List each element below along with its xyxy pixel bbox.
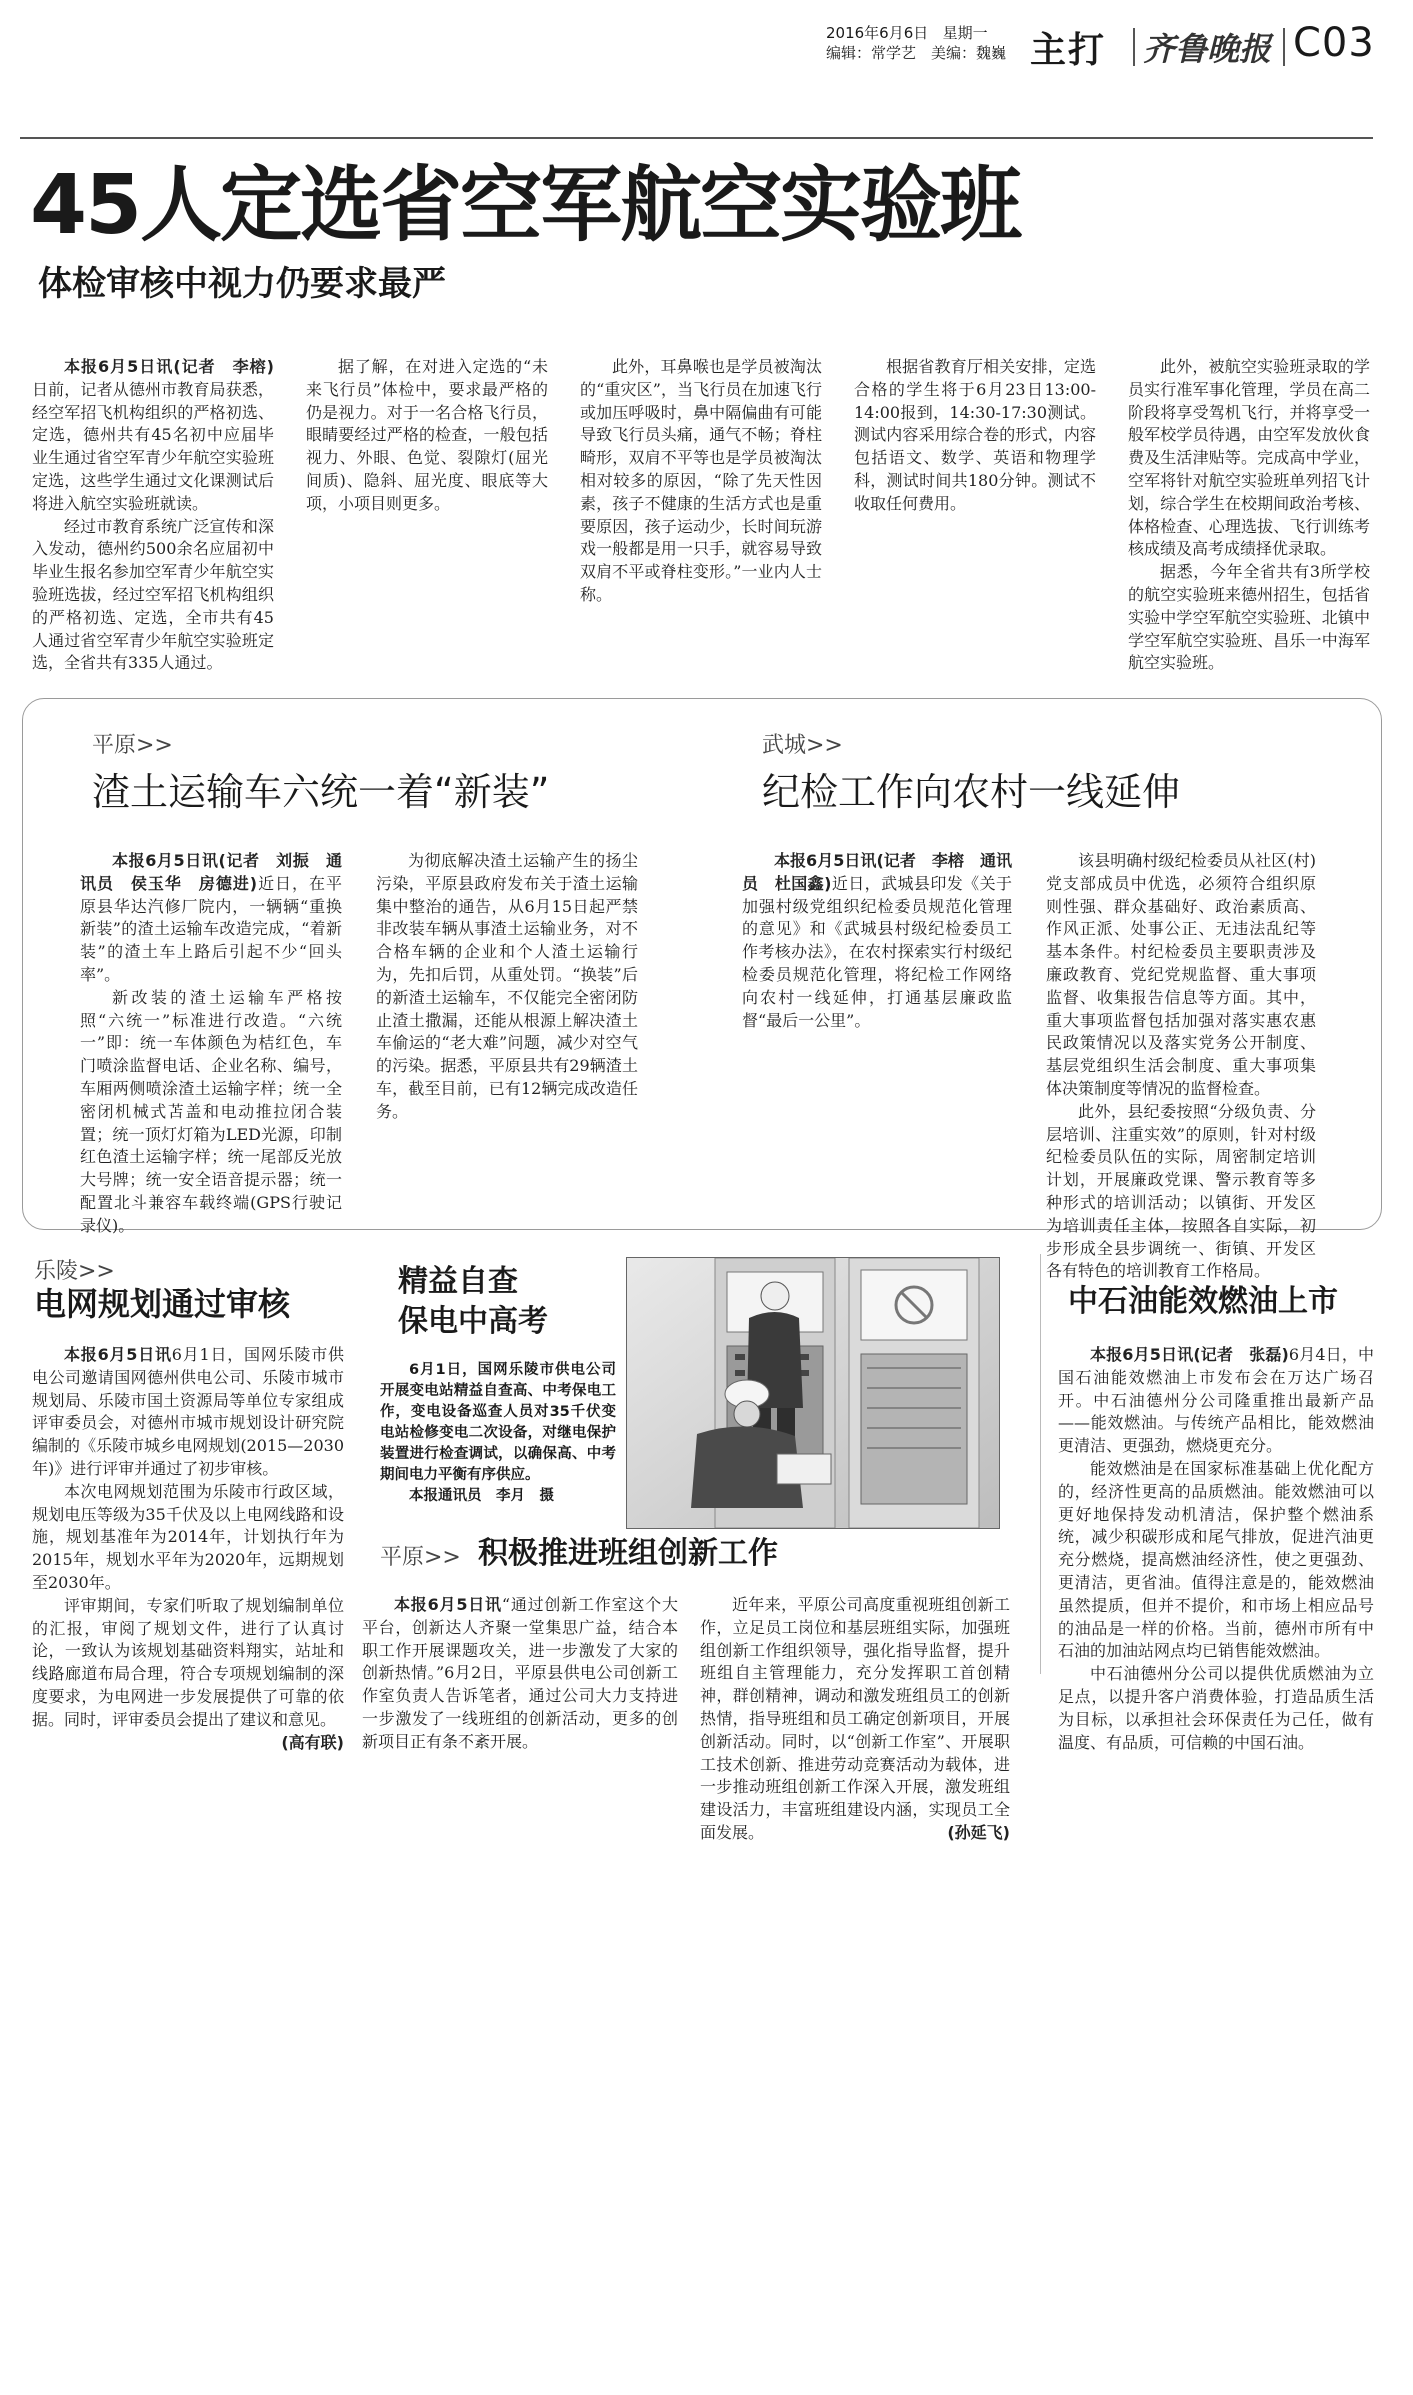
leling-para-3: 评审期间，专家们听取了规划编制单位的汇报，审阅了规划文件，进行了认真讨论，一致认为该规划基础资料翔实，站址和线路廊道布局合理，符合专项规划编制的深度要求，为电网进一步发展提供了可靠的依据。同时，评审委员会提出了建议和意见。 [32,1595,344,1729]
lead-para-4: 此外，耳鼻喉也是学员被淘汰的“重灾区”，当飞行员在加速飞行或加压呼吸时，鼻中隔偏曲有可能导致飞行员头痛，通气不畅；脊柱畸形，双肩不平等也是学员被淘汰相对较多的原因，“除了先天性因素，孩子不健康的生活方式也是重要原因，孩子运动少，长时间玩游戏一般都是用一只手，就容易导致双肩不平或脊柱变形。”一业内人士称。 [580,357,822,604]
substation-photo-image [627,1258,999,1528]
lead-col-5 [1128,356,1370,675]
innovation-byline: (孙延飞) [947,1822,1010,1842]
lead-para-5: 根据省教育厅相关安排，定选合格的学生将于6月23日13:00-14:00报到，14:30-17:30测试。测试内容采用综合卷的形式，内容包括语文、数学、英语和物理学科，测试时间共180分钟。测试不收取任何费用。 [854,357,1096,513]
pingyuan-col-1 [80,850,342,1238]
header-rule [20,137,1373,139]
leling-label: 乐陵>> [34,1259,115,1284]
lead-subhead: 体检审核中视力仍要求最严 [38,264,446,304]
innovation-para-2: 近年来，平原公司高度重视班组创新工作，立足员工岗位和基层班组实际，加强班组创新工作组织领导，强化指导监督，提升班组自主管理能力，充分发挥职工首创精神，群创精神，调动和激发班组员工的创新热情，指导班组和员工确定创新项目，开展创新活动。同时，以“创新工作室”、开展职工技术创新、推进劳动竞赛活动为载体，进一步推动班组创新工作深入开展，激发班组建设活力，丰富班组建设内涵，实现员工全面发展。 [700,1595,1010,1842]
photo-caption [380,1360,616,1507]
pingyuan-para-1: 近日，在平原县华达汽修厂院内，一辆辆“重换新装”的渣土运输车改造完成，“着新装”的渣土车上路后引起不少“回头率”。 [80,873,342,984]
leling-headline: 电网规划通过审核 [34,1285,291,1323]
pingyuan-para-2: 新改装的渣土运输车严格按照“六统一”标准进行改造。“六统一”即：统一车体颜色为桔红色，车门喷涂监督电话、企业名称、编号，车厢两侧喷涂渣土运输字样；统一全密闭机械式苫盖和电动推拉闭合装置；统一顶灯灯箱为LED光源，印制红色渣土运输字样；统一尾部反光放大号牌；统一安全语音提示器；统一配置北斗兼容车载终端(GPS行驶记录仪)。 [80,987,342,1235]
header-divider-1 [1133,28,1135,66]
photo-caption-text: 6月1日，国网乐陵市供电公司开展变电站精益自查高、中考保电工作，变电设备巡查人员对35千伏变电站检修变电二次设备，对继电保护装置进行检查调试，以确保高、中考期间电力平衡有序供应。 [380,1362,616,1483]
photo-headline-line1: 精益自查 [398,1264,518,1299]
leling-para-1: 6月1日，国网乐陵市供电公司邀请国网德州供电公司、乐陵市城市规划局、乐陵市国土资源局等单位专家组成评审委员会，对德州市城市规划设计研究院编制的《乐陵市城乡电网规划(2015—2030年)》进行评审并通过了初步审核。 [32,1345,344,1478]
petrochina-para-2: 能效燃油是在国家标准基础上优化配方的，经济性更高的品质燃油。能效燃油可以更好地保持发动机清洁，保护整个燃油系统，减少积碳形成和尾气排放，促进汽油更充分燃烧，提高燃油经济性，使之更强劲、更清洁，更省油。值得注意是的，能效燃油虽然提质，但并不提价，和市场上相应品号的油品是一样的价格。当前，德州市所有中石油的加油站网点均已销售能效燃油。 [1058,1458,1374,1661]
leling-col [32,1344,344,1754]
wucheng-para-1: 近日，武城县印发《关于加强村级党组织纪检委员规范化管理的意见》和《武城县村级纪检委员工作考核办法》，在农村探索实行村级纪检委员规范化管理，将纪检工作网络向农村一线延伸，打通基层廉政监督“最后一公里”。 [742,873,1012,1030]
wucheng-para-3: 此外，县纪委按照“分级负责、分层培训、注重实效”的原则，针对村级纪检委员队伍的实际，周密制定培训计划，开展廉政党课、警示教育等多种形式的培训活动；以镇街、开发区为培训责任主体，按照各自实际，初步形成全县步调统一、街镇、开发区各有特色的培训教育工作格局。 [1046,1101,1316,1281]
innovation-col-2 [700,1594,1010,1845]
petrochina-divider [1040,1254,1041,1674]
photo-credit: 本报通讯员 李月 摄 [409,1488,554,1504]
leling-para-2: 本次电网规划范围为乐陵市行政区域，规划电压等级为35千伏及以上电网线路和设施，规划基准年为2014年，计划执行年为2015年，规划水平年为2020年，远期规划至2030年。 [32,1481,344,1592]
paper-logo: 齐鲁晚报 [1143,30,1272,68]
lead-col-2 [306,356,548,516]
header-editor-line: 编辑：常学艺 美编：魏巍 [826,44,1007,62]
innovation-para-1: “通过创新工作室这个大平台，创新达人齐聚一堂集思广益，结合本职工作开展课题攻关，进一步激发了大家的创新热情。”6月2日，平原县供电公司创新工作室负责人告诉笔者，通过公司大力支持进一步激发了一线班组的创新活动，更多的创新项目正有条不紊开展。 [362,1595,678,1751]
substation-photo [626,1257,1000,1529]
pingyuan-headline: 渣土运输车六统一着“新装” [92,770,550,814]
pingyuan-col-2 [376,850,638,1124]
lead-para-3: 据了解，在对进入定选的“未来飞行员”体检中，要求最严格的仍是视力。对于一名合格飞行员，眼睛要经过严格的检查，一般包括视力、外眼、色觉、裂隙灯(屈光间质)、隐斜、屈光度、眼底等大项，小项目则更多。 [306,357,548,513]
pingyuan-label: 平原>> [92,733,173,758]
petrochina-para-1: 6月4日，中国石油能效燃油上市发布会在万达广场召开。中石油德州分公司隆重推出最新产品——能效燃油。与传统产品相比，能效燃油更清洁、更强劲，燃烧更充分。 [1058,1345,1374,1456]
pingyuan-dateline: 本报6月5日讯(记者 刘振 通讯员 侯玉华 房德进) [80,851,342,893]
header-date [826,22,988,43]
leling-dateline: 本报6月5日讯 [64,1345,172,1364]
petrochina-col [1058,1344,1374,1754]
wucheng-dateline: 本报6月5日讯(记者 李榕 通讯员 杜国鑫) [742,851,1012,893]
section-name: 主打 [1030,30,1107,71]
header-weekday: 星期一 [942,24,988,42]
wucheng-headline: 纪检工作向农村一线延伸 [762,770,1181,814]
lead-col-3 [580,356,822,607]
innovation-label: 平原>> [380,1545,461,1570]
petrochina-headline: 中石油能效燃油上市 [1068,1284,1338,1319]
innovation-dateline: 本报6月5日讯 [394,1595,502,1614]
leling-byline: (高有联) [281,1732,344,1752]
petrochina-para-3: 中石油德州分公司以提供优质燃油为立足点，以提升客户消费体验，打造品质生活为目标，以承担社会环保责任为己任，做有温度、有品质，可信赖的中国石油。 [1058,1664,1374,1752]
lead-para-6: 此外，被航空实验班录取的学员实行准军事化管理，学员在高二阶段将享受驾机飞行，并将享受一般军校学员待遇，由空军发放伙食费及生活津贴等。完成高中学业，空军将针对航空实验班单列招飞计划，综合学生在校期间政治考核、体格检查、心理选拔、飞行训练考核成绩及高考成绩择优录取。 [1128,357,1370,559]
wucheng-col-2 [1046,850,1316,1283]
lead-col-1 [32,356,274,675]
header-date-text: 2016年6月6日 [826,24,929,42]
petrochina-dateline: 本报6月5日讯(记者 张磊) [1090,1345,1289,1364]
photo-headline-line2: 保电中高考 [398,1304,548,1339]
wucheng-para-2: 该县明确村级纪检委员从社区(村)党支部成员中优选，必须符合组织原则性强、群众基础好、政治素质高、作风正派、处事公正、无违法乱纪等基本条件。村纪检委员主要职责涉及廉政教育、党纪党规监督、重大事项监督、收集报告信息等方面。其中，重大事项监督包括加强对落实惠农惠民政策情况以及落实党务公开制度、基层党组织生活会制度、重大事项集体决策制度等情况的监督检查。 [1046,851,1316,1098]
lead-col-4 [854,356,1096,516]
page-number: C03 [1293,20,1375,66]
pingyuan-para-3: 为彻底解决渣土运输产生的扬尘污染，平原县政府发布关于渣土运输集中整治的通告，从6月15日起严禁非改装车辆从事渣土运输业务，对不合格车辆的企业和个人渣土运输行为，先扣后罚，从重处罚。“换装”后的新渣土运输车，不仅能完全密闭防止渣土撒漏，还能从根源上解决渣土车偷运的“老大难”问题，减少对空气的污染。据悉，平原县共有29辆渣土车，截至目前，已有12辆完成改造任务。 [376,851,638,1121]
wucheng-col-1 [742,850,1012,1032]
innovation-headline: 积极推进班组创新工作 [478,1536,778,1571]
header-divider-2 [1283,28,1285,66]
lead-para-2: 经过市教育系统广泛宣传和深入发动，德州约500余名应届初中毕业生报名参加空军青少年航空实验班选拔，经过空军招飞机构组织的严格初选、定选，全市共有45人通过省空军青少年航空实验班定选，全省共有335人通过。 [32,516,274,673]
lead-headline: 45人定选省空军航空实验班 [30,158,1021,253]
lead-para-1: 日前，记者从德州市教育局获悉，经空军招飞机构组织的严格初选、定选，德州共有45名初中应届毕业生通过省空军青少年航空实验班定选，这些学生通过文化课测试后将进入航空实验班就读。 [32,379,274,513]
lead-dateline: 本报6月5日讯(记者 李榕) [64,357,274,376]
photo-headline [398,1262,548,1342]
wucheng-label: 武城>> [762,733,843,758]
lead-para-7: 据悉，今年全省共有3所学校的航空实验班来德州招生，包括省实验中学空军航空实验班、北镇中学空军航空实验班、昌乐一中海军航空实验班。 [1128,562,1370,673]
innovation-col-1 [362,1594,678,1754]
